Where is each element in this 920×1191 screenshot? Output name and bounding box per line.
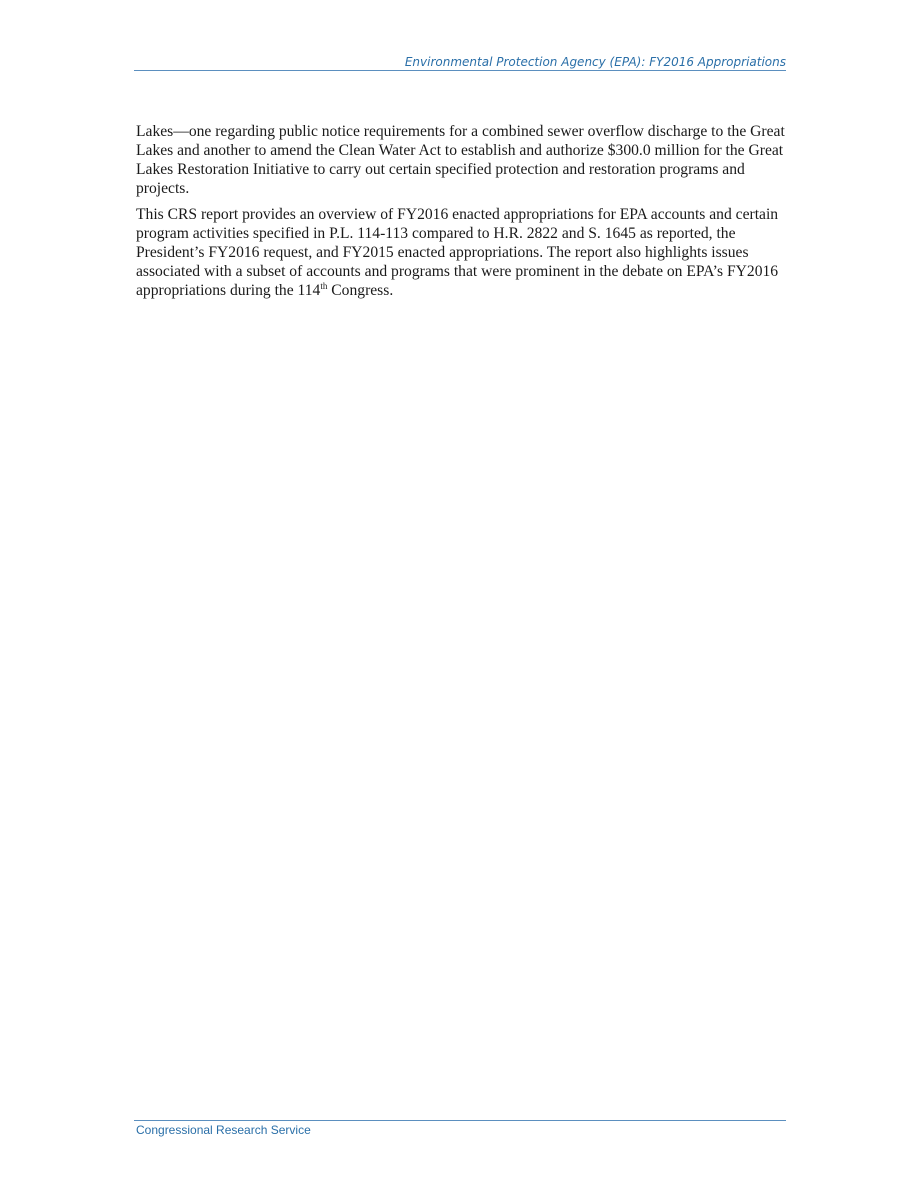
body-text bbox=[136, 122, 788, 307]
paragraph-2 bbox=[136, 205, 788, 300]
footer-organization: Congressional Research Service bbox=[136, 1123, 311, 1137]
paragraph-1: Lakes—one regarding public notice requirements for a combined sewer overflow discharge to the Great Lakes and another to amend the Clean Water Act to establish and authorize $300.0 million for the Great Lakes Restoration Initiative to carry out certain specified protection and restoration programs and projects. bbox=[136, 123, 785, 197]
ordinal-superscript: th bbox=[320, 280, 328, 291]
paragraph-2-text: This CRS report provides an overview of FY2016 enacted appropriations for EPA accounts and certain program activities specified in P.L. 114-113 compared to H.R. 2822 and S. 1645 as reported, the President’s FY2016 request, and FY2015 enacted appropriations. The report also highlights issues associated with a subset of accounts and programs that were prominent in the debate on EPA’s FY2016 appropriations during the 114 bbox=[136, 206, 779, 299]
paragraph-2-ending: Congress. bbox=[327, 282, 394, 299]
running-header-title: Environmental Protection Agency (EPA): FY2016 Appropriations bbox=[404, 55, 786, 69]
header-divider bbox=[134, 70, 786, 71]
footer-divider bbox=[134, 1120, 786, 1121]
